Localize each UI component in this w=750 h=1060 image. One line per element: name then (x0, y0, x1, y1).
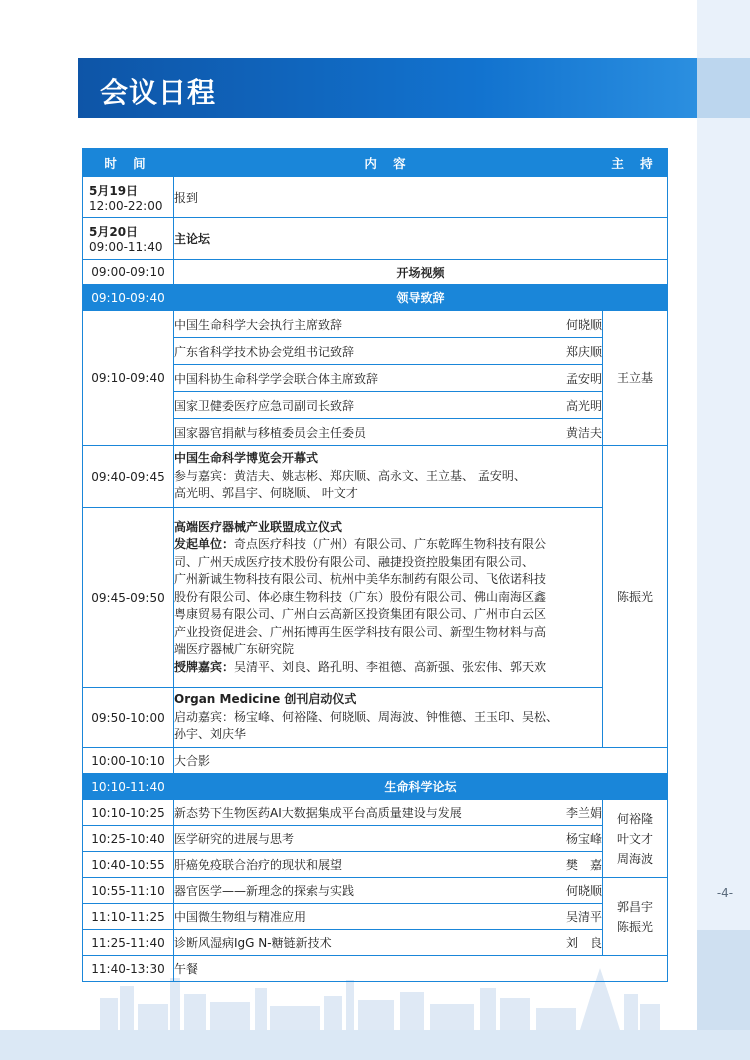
table-row (83, 904, 668, 930)
page-number: -4- (716, 886, 734, 900)
sponsor-text: 司、广州天成医疗技术股份有限公司、融捷投资控股集团有限公司、 (174, 554, 535, 569)
table-row (83, 260, 668, 285)
content-cell (174, 930, 603, 956)
speaker-name: 杨宝峰 (565, 832, 602, 846)
item-title: 医学研究的进展与思考 (174, 832, 295, 846)
host-name: 陈振光 (616, 919, 653, 934)
item-title: 国家器官捐献与移植委员会主任委员 (174, 425, 367, 440)
table-row (83, 878, 668, 904)
header-host: 主 持 (603, 149, 668, 177)
time-cell (83, 177, 174, 218)
content-cell (174, 800, 603, 826)
time-cell: 11:10-11:25 (83, 904, 174, 930)
table-row (83, 446, 668, 508)
guests-line: 启动嘉宾：杨宝峰、何裕隆、何晓顺、周海波、钟惟德、王玉印、吴松、 (174, 709, 559, 724)
side-stripe (697, 0, 750, 1060)
time-cell: 09:00-09:10 (83, 260, 174, 285)
table-row (83, 800, 668, 826)
date-label: 5月19日 (89, 183, 139, 198)
guests-line: 高光明、郭昌宇、何晓顺、 叶文才 (174, 486, 358, 501)
content-cell (174, 878, 603, 904)
content-cell (174, 365, 603, 392)
time-cell: 09:40-09:45 (83, 446, 174, 508)
header-content: 内 容 (174, 149, 603, 177)
item-title: 肝癌免疫联合治疗的现状和展望 (174, 858, 343, 872)
table-row (83, 311, 668, 338)
host-name: 周海波 (616, 851, 653, 866)
speaker-name: 郑庆顺 (565, 344, 602, 359)
item-title: 广东省科学技术协会党组书记致辞 (174, 344, 355, 359)
host-cell: 陈振光 (603, 446, 668, 748)
time-cell: 11:40-13:30 (83, 956, 174, 982)
content-cell: 午餐 (174, 956, 668, 982)
time-label: 09:00-11:40 (89, 240, 163, 254)
bottom-band (0, 1030, 750, 1060)
item-title: 器官医学——新理念的探索与实践 (174, 884, 355, 898)
host-cell (603, 800, 668, 878)
time-cell: 10:25-10:40 (83, 826, 174, 852)
content-cell (174, 688, 603, 748)
sponsor-text: 端医疗器械广东研究院 (174, 642, 295, 657)
table-row (83, 177, 668, 218)
time-cell: 09:10-09:40 (83, 311, 174, 446)
table-row (83, 852, 668, 878)
time-cell: 09:10-09:40 (83, 285, 174, 311)
content-cell: 开场视频 (174, 260, 668, 285)
sponsor-text: 产业投资促进会、广州拓博再生医学科技有限公司、新型生物材料与高 (174, 624, 547, 639)
side-band-top (697, 58, 750, 118)
speaker-name: 孟安明 (565, 371, 602, 386)
host-name: 郭昌宇 (616, 899, 653, 914)
time-cell: 10:40-10:55 (83, 852, 174, 878)
time-cell (83, 218, 174, 260)
time-cell: 10:10-10:25 (83, 800, 174, 826)
content-cell (174, 826, 603, 852)
time-cell: 09:50-10:00 (83, 688, 174, 748)
speaker-name: 李兰娟 (565, 806, 602, 820)
speaker-name: 何晓顺 (565, 317, 602, 332)
speaker-name: 高光明 (565, 398, 602, 413)
content-cell (174, 419, 603, 446)
guests-line: 参与嘉宾：黄洁夫、姚志彬、郑庆顺、高永文、王立基、 孟安明、 (174, 468, 526, 483)
table-row (83, 218, 668, 260)
table-row (83, 508, 668, 688)
time-cell: 10:10-11:40 (83, 774, 174, 800)
award-names: 吴清平、刘良、路孔明、李祖德、高新强、张宏伟、郭天欢 (234, 659, 547, 674)
content-cell (174, 392, 603, 419)
item-title: 中国生命科学博览会开幕式 (174, 451, 319, 466)
speaker-name: 吴清平 (565, 910, 602, 924)
speaker-name: 何晓顺 (565, 884, 602, 898)
sponsor-text: 奇点医疗科技（广州）有限公司、广东乾晖生物科技有限公 (234, 537, 547, 552)
sponsor-text: 广州新诚生物科技有限公司、杭州中美华东制药有限公司、飞依诺科技 (174, 572, 547, 587)
page-header (78, 58, 697, 118)
content-cell (174, 338, 603, 365)
item-title: 高端医疗器械产业联盟成立仪式 (174, 519, 343, 534)
header-time: 时 间 (83, 149, 174, 177)
item-title: 国家卫健委医疗应急司副司长致辞 (174, 398, 355, 413)
guests-line: 孙宇、刘庆华 (174, 727, 247, 742)
table-row (83, 688, 668, 748)
table-row (83, 956, 668, 982)
item-title: Organ Medicine 创刊启动仪式 (174, 692, 357, 707)
time-cell: 09:45-09:50 (83, 508, 174, 688)
schedule-table (82, 148, 668, 982)
sponsor-text: 粤康贸易有限公司、广州白云高新区投资集团有限公司、广州市白云区 (174, 607, 547, 622)
section-row (83, 285, 668, 311)
item-title: 新态势下生物医药AI大数据集成平台高质量建设与发展 (174, 806, 462, 820)
content-cell: 主论坛 (174, 218, 668, 260)
speaker-name: 樊 嘉 (565, 858, 602, 872)
item-title: 中国微生物组与精准应用 (174, 910, 307, 924)
item-title: 中国科协生命科学学会联合体主席致辞 (174, 371, 379, 386)
page-title: 会议日程 (100, 76, 217, 109)
speaker-name: 黄洁夫 (565, 425, 602, 440)
host-name: 何裕隆 (616, 811, 653, 826)
time-label: 12:00-22:00 (89, 198, 163, 213)
section-title: 领导致辞 (174, 285, 668, 311)
content-cell (174, 852, 603, 878)
content-cell (174, 311, 603, 338)
award-label: 授牌嘉宾： (174, 659, 235, 674)
sponsor-label: 发起单位： (174, 537, 235, 552)
section-row (83, 774, 668, 800)
time-cell: 11:25-11:40 (83, 930, 174, 956)
content-cell (174, 904, 603, 930)
content-cell (174, 508, 603, 688)
date-label: 5月20日 (89, 225, 139, 239)
item-title: 诊断风湿病IgG N-糖链新技术 (174, 936, 332, 950)
content-cell: 报到 (174, 177, 668, 218)
item-title: 中国生命科学大会执行主席致辞 (174, 317, 343, 332)
host-cell (603, 878, 668, 956)
speaker-name: 刘 良 (565, 936, 602, 950)
host-cell: 王立基 (603, 311, 668, 446)
time-cell: 10:00-10:10 (83, 748, 174, 774)
sponsor-text: 股份有限公司、体必康生物科技（广东）股份有限公司、佛山南海区鑫 (174, 589, 547, 604)
content-cell: 大合影 (174, 748, 668, 774)
section-title: 生命科学论坛 (174, 774, 668, 800)
time-cell: 10:55-11:10 (83, 878, 174, 904)
table-header-row (83, 149, 668, 177)
content-cell (174, 446, 603, 508)
host-name: 叶文才 (616, 831, 653, 846)
table-row (83, 930, 668, 956)
table-row (83, 748, 668, 774)
table-row (83, 826, 668, 852)
